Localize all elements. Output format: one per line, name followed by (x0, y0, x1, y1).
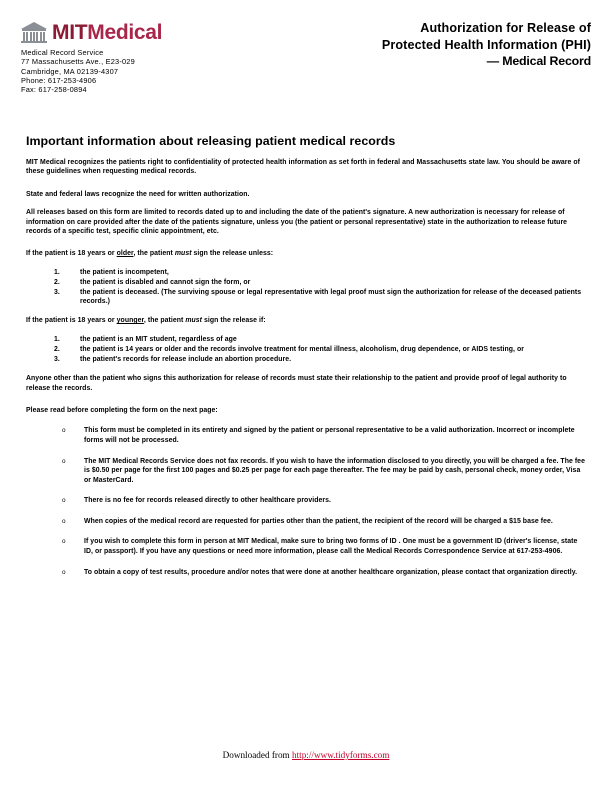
document-footer (0, 750, 612, 760)
document-header (0, 17, 612, 107)
org-line-service: Medical Record Service (21, 48, 104, 57)
list-item: o The MIT Medical Records Service does not fax records. If you wish to have the information disclosed to you directly, you will be charged a fee. The fee is $0.50 per page for the first 100 pages and $0.25 per page for each page thereafter. The fee may be paid by cash, personal check, money order, Visa or MasterCard. (26, 457, 588, 486)
state-federal-paragraph: All releases based on this form are limited to records dated up to and including the date of the patient's signature. A new authorization is necessary for release of information on care provided after the date of the patients signature, unless you (the patient or personal representative) state in the authorization to release future records of a specific test, specific clinic appointment, etc. (26, 209, 568, 236)
organization-block (21, 17, 281, 94)
mit-dome-icon (21, 21, 47, 43)
younger-conditions-list (26, 335, 588, 364)
logo-word-mit: MIT (52, 21, 88, 44)
list-item: the patient is disabled and cannot sign the form, or (80, 278, 251, 286)
older-lead-post: sign the release unless: (191, 250, 274, 258)
list-item: o To obtain a copy of test results, procedure and/or notes that were done at another healthcare organization, please contact that organization directly. (26, 568, 588, 578)
page-title: Important information about releasing patient medical records (26, 134, 396, 148)
older-lead-mid: , the patient (133, 250, 175, 258)
state-federal-heading: State and federal laws recognize the need for written authorization. (26, 190, 250, 198)
please-read-paragraph: Please read before completing the form on the next page: (26, 406, 218, 414)
older-lead-underline: older (116, 250, 134, 258)
list-item: the patient is incompetent, (80, 268, 169, 276)
org-line-street: 77 Massachusetts Ave., E23-029 (21, 57, 135, 67)
younger-lead-pre: If the patient is 18 years or (26, 317, 117, 325)
logo-word-medical: Medical (87, 21, 163, 44)
list-item: the patient is an MIT student, regardless of age (80, 335, 237, 343)
older-conditions-list (26, 268, 588, 307)
list-item: o If you wish to complete this form in person at MIT Medical, make sure to bring two forms of ID . One must be a government ID (driver's license, state ID, or passport). If you have any questions or need more information, please call the Medical Records Correspondence Service at 617-253-4906. (26, 537, 588, 556)
mit-medical-logo (21, 17, 281, 43)
younger-lead-mid: , the patient (143, 317, 186, 325)
document-title-line-3: — Medical Record (486, 54, 591, 68)
document-title-line-2: Protected Health Information (PHI) (381, 37, 591, 52)
list-item: the patient is deceased. (The surviving spouse or legal representative with legal proof must sign the authorization for release of the deceased patients records.) (80, 288, 582, 306)
footer-source-link[interactable]: http://www.tidyforms.com (292, 750, 390, 760)
intro-paragraph: MIT Medical recognizes the patients right to confidentiality of protected health information as set forth in federal and Massachusetts state law. You should be aware of these guidelines when requesting medical records. (26, 159, 581, 176)
younger-lead-post: sign the release if: (202, 317, 266, 325)
document-body (26, 134, 588, 588)
document-title (261, 20, 591, 70)
document-title-line-1: Authorization for Release of (420, 21, 591, 35)
list-item: the patient is 14 years or older and the records involve treatment for mental illness, alcoholism, drug dependence, or AIDS testing, or (80, 345, 524, 353)
younger-lead-paragraph (26, 316, 588, 325)
younger-lead-underline: younger (116, 317, 144, 325)
list-item: o When copies of the medical record are requested for parties other than the patient, the recipient of the record will be charged a $15 base fee. (26, 517, 588, 527)
anyone-other-paragraph: Anyone other than the patient who signs this authorization for release of records must state their relationship to the patient and provide proof of legal authority to release the records. (26, 375, 567, 392)
list-item: the patient's records for release include an abortion procedure. (80, 355, 292, 363)
logo-wordmark (52, 22, 162, 43)
org-line-fax: Fax: 617-258-0894 (21, 85, 87, 95)
org-line-city: Cambridge, MA 02139-4307 (21, 66, 119, 76)
older-lead-paragraph (26, 249, 588, 258)
organization-address (21, 48, 281, 94)
org-line-phone: Phone: 617-253-4906 (21, 75, 97, 85)
instructions-bullet-list (26, 426, 588, 577)
older-lead-italic: must (174, 250, 192, 258)
older-lead-pre: If the patient is 18 years or (26, 250, 117, 258)
younger-lead-italic: must (185, 317, 203, 325)
list-item: o This form must be completed in its entirety and signed by the patient or personal representative to be a valid authorization. Incorrect or incomplete forms will not be processed. (26, 426, 588, 445)
footer-prefix-text: Downloaded from (222, 750, 292, 760)
list-item: o There is no fee for records released directly to other healthcare providers. (26, 496, 588, 506)
